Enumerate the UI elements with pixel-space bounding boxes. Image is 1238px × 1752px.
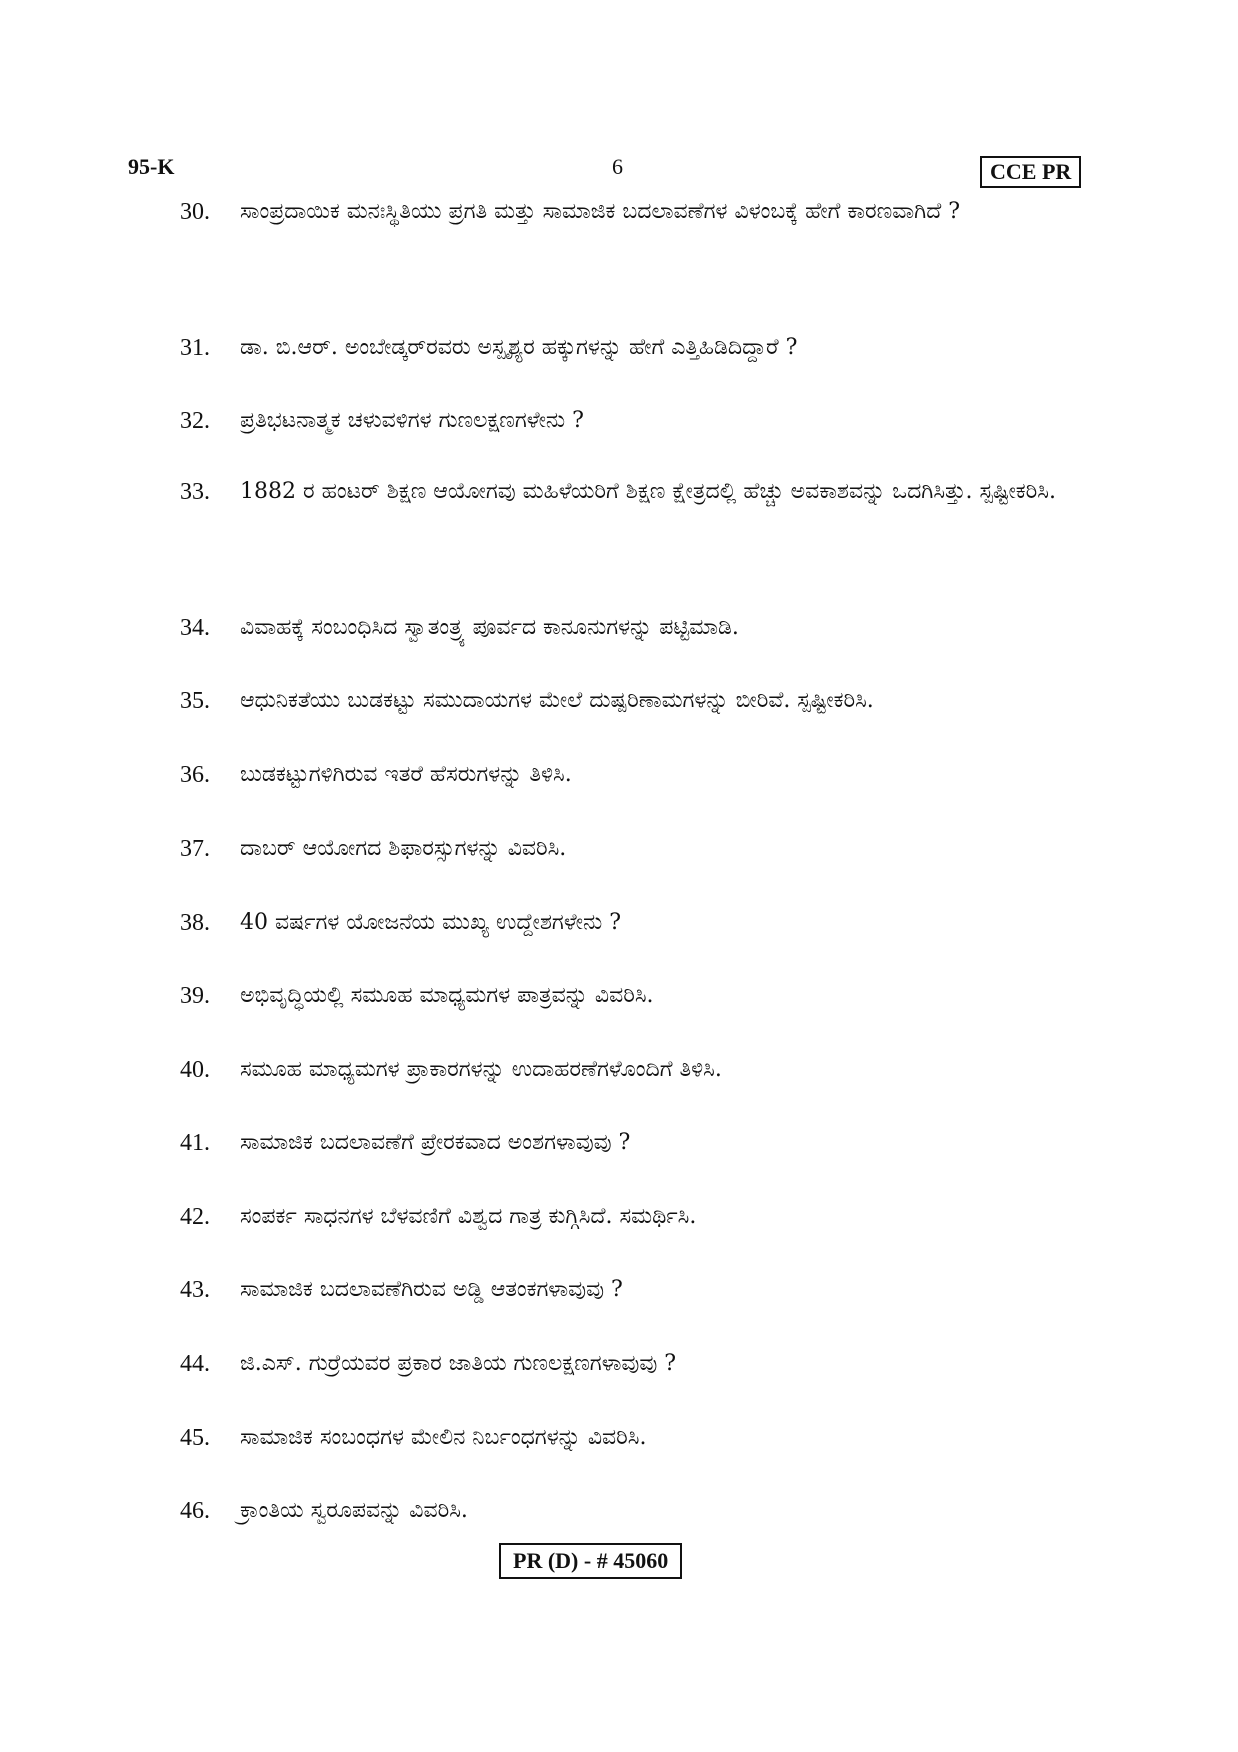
question-item xyxy=(180,819,1105,879)
question-text: ಸಾಮಾಜಿಕ ಬದಲಾವಣೆಗಿರುವ ಅಡ್ಡಿ ಆತಂಕಗಳಾವುವು ? xyxy=(240,1277,623,1302)
footer-code: PR (D) - # 45060 xyxy=(499,1543,682,1579)
question-item xyxy=(180,1187,1105,1247)
question-text: ಡಾ. ಬಿ.ಆರ್. ಅಂಬೇಡ್ಕರ್‌ರವರು ಅಸ್ಪೃಶ್ಯರ ಹಕ್ಕುಗಳನ್ನು ಹೇಗೆ ಎತ್ತಿಹಿಡಿದಿದ್ದಾರೆ ? xyxy=(240,335,798,360)
question-text: ಬುಡಕಟ್ಟುಗಳಿಗಿರುವ ಇತರೆ ಹೆಸರುಗಳನ್ನು ತಿಳಿಸಿ. xyxy=(240,762,572,787)
question-text: ಸಂಪರ್ಕ ಸಾಧನಗಳ ಬೆಳವಣಿಗೆ ವಿಶ್ವದ ಗಾತ್ರ ಕುಗ್ಗಿಸಿದೆ. ಸಮರ್ಥಿಸಿ. xyxy=(240,1204,697,1229)
question-item xyxy=(180,893,1105,953)
page-number: 6 xyxy=(612,154,623,179)
question-number: 46. xyxy=(180,1498,210,1524)
question-number: 32. xyxy=(180,408,210,434)
question-item xyxy=(180,671,1105,731)
question-item xyxy=(180,1481,1105,1541)
question-number: 41. xyxy=(180,1130,210,1156)
question-item xyxy=(180,462,1105,522)
question-number: 34. xyxy=(180,615,210,641)
paper-code: 95-K xyxy=(128,154,175,179)
question-number: 35. xyxy=(180,688,210,714)
question-number: 43. xyxy=(180,1277,210,1303)
question-number: 40. xyxy=(180,1057,210,1083)
question-item xyxy=(180,391,1105,451)
question-number: 31. xyxy=(180,335,210,361)
question-number: 30. xyxy=(180,199,210,225)
question-text: ಸಾಮಾಜಿಕ ಬದಲಾವಣೆಗೆ ಪ್ರೇರಕವಾದ ಅಂಶಗಳಾವುವು ? xyxy=(240,1130,631,1155)
question-item xyxy=(180,745,1105,805)
question-number: 44. xyxy=(180,1351,210,1377)
question-text: 1882 ರ ಹಂಟರ್ ಶಿಕ್ಷಣ ಆಯೋಗವು ಮಹಿಳೆಯರಿಗೆ ಶಿಕ್ಷಣ ಕ್ಷೇತ್ರದಲ್ಲಿ ಹೆಚ್ಚು ಅವಕಾಶವನ್ನು ಒದಗಿಸಿತ್ತು. ಸ್ಪಷ್ಟೀಕರಿಸಿ. xyxy=(240,479,1056,504)
question-number: 37. xyxy=(180,836,210,862)
question-item xyxy=(180,1113,1105,1173)
question-item xyxy=(180,182,1105,242)
question-text: ಅಭಿವೃದ್ಧಿಯಲ್ಲಿ ಸಮೂಹ ಮಾಧ್ಯಮಗಳ ಪಾತ್ರವನ್ನು ವಿವರಿಸಿ. xyxy=(240,983,654,1008)
question-item xyxy=(180,1260,1105,1320)
question-text: ಪ್ರತಿಭಟನಾತ್ಮಕ ಚಳುವಳಿಗಳ ಗುಣಲಕ್ಷಣಗಳೇನು ? xyxy=(240,408,584,433)
question-item xyxy=(180,598,1105,658)
question-item xyxy=(180,1334,1105,1394)
question-text: ಸಾಂಪ್ರದಾಯಿಕ ಮನಃಸ್ಥಿತಿಯು ಪ್ರಗತಿ ಮತ್ತು ಸಾಮಾಜಿಕ ಬದಲಾವಣೆಗಳ ವಿಳಂಬಕ್ಕೆ ಹೇಗೆ ಕಾರಣವಾಗಿದೆ ? xyxy=(240,199,961,224)
question-text: ಆಧುನಿಕತೆಯು ಬುಡಕಟ್ಟು ಸಮುದಾಯಗಳ ಮೇಲೆ ದುಷ್ಪರಿಣಾಮಗಳನ್ನು ಬೀರಿವೆ. ಸ್ಪಷ್ಟೀಕರಿಸಿ. xyxy=(240,688,874,713)
question-number: 42. xyxy=(180,1204,210,1230)
question-item xyxy=(180,318,1105,378)
question-number: 45. xyxy=(180,1425,210,1451)
question-number: 36. xyxy=(180,762,210,788)
question-text: ಸಮೂಹ ಮಾಧ್ಯಮಗಳ ಪ್ರಾಕಾರಗಳನ್ನು ಉದಾಹರಣೆಗಳೊಂದಿಗೆ ತಿಳಿಸಿ. xyxy=(240,1057,722,1082)
question-item xyxy=(180,966,1105,1026)
question-number: 39. xyxy=(180,983,210,1009)
question-text: 40 ವರ್ಷಗಳ ಯೋಜನೆಯ ಮುಖ್ಯ ಉದ್ದೇಶಗಳೇನು ? xyxy=(240,910,621,935)
question-text: ಕ್ರಾಂತಿಯ ಸ್ವರೂಪವನ್ನು ವಿವರಿಸಿ. xyxy=(240,1498,468,1523)
question-text: ದಾಬರ್ ಆಯೋಗದ ಶಿಫಾರಸ್ಸುಗಳನ್ನು ವಿವರಿಸಿ. xyxy=(240,836,567,861)
series-badge: CCE PR xyxy=(980,156,1081,188)
question-text: ಸಾಮಾಜಿಕ ಸಂಬಂಧಗಳ ಮೇಲಿನ ನಿರ್ಬಂಧಗಳನ್ನು ವಿವರಿಸಿ. xyxy=(240,1425,647,1450)
question-text: ಜಿ.ಎಸ್. ಗುರ್ರೆಯವರ ಪ್ರಕಾರ ಜಾತಿಯ ಗುಣಲಕ್ಷಣಗಳಾವುವು ? xyxy=(240,1351,677,1376)
question-number: 33. xyxy=(180,479,210,505)
question-item xyxy=(180,1408,1105,1468)
question-text: ವಿವಾಹಕ್ಕೆ ಸಂಬಂಧಿಸಿದ ಸ್ವಾತಂತ್ರ್ಯ ಪೂರ್ವದ ಕಾನೂನುಗಳನ್ನು ಪಟ್ಟಿಮಾಡಿ. xyxy=(240,615,739,640)
question-item xyxy=(180,1040,1105,1100)
question-number: 38. xyxy=(180,910,210,936)
